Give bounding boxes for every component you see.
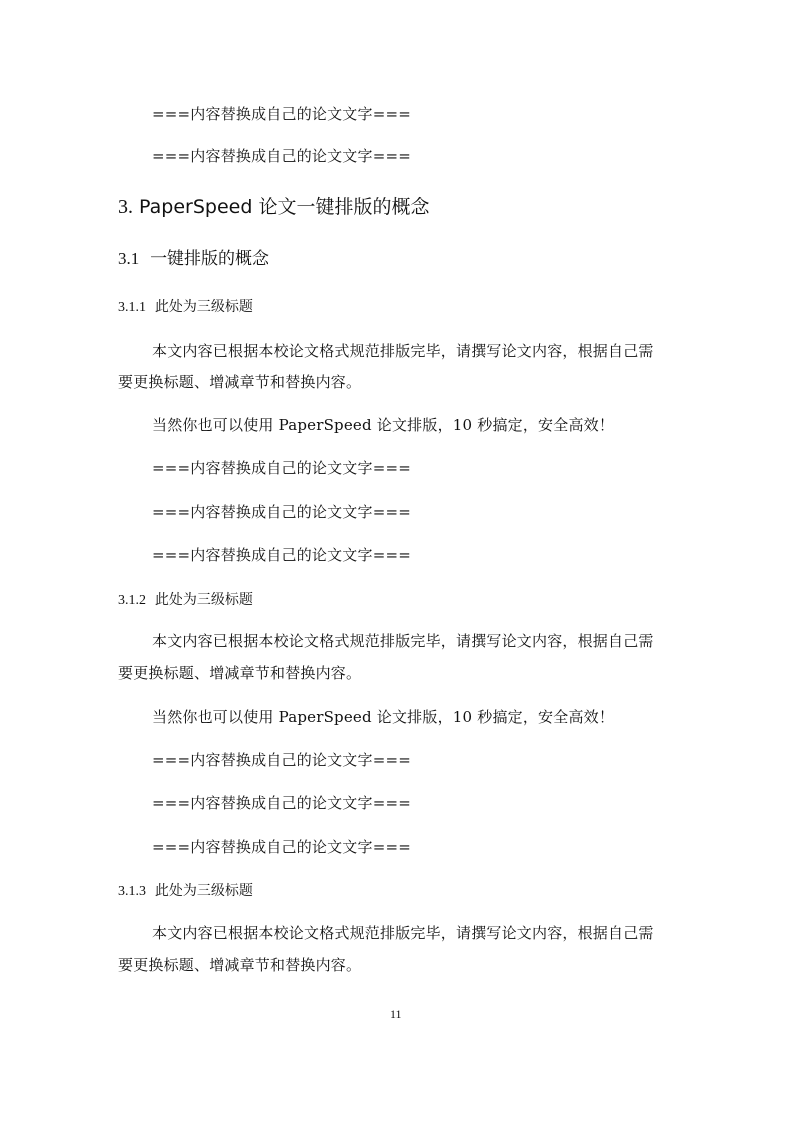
heading-number: 3.1 [118,249,140,268]
placeholder-line: ===内容替换成自己的论文文字=== [152,105,412,123]
page-number: 11 [390,1007,402,1021]
heading-text: 此处为三级标题 [154,299,253,315]
heading-text: 一键排版的概念 [150,249,270,269]
section-heading-3-1 [118,250,269,268]
placeholder-line: ===内容替换成自己的论文文字=== [152,751,412,769]
heading-number: 3.1.2 [118,593,146,608]
promo-line: 当然你也可以使用 PaperSpeed 论文排版，10 秒搞定，安全高效！ [152,416,615,434]
placeholder-line: ===内容替换成自己的论文文字=== [152,147,412,165]
placeholder-line: ===内容替换成自己的论文文字=== [152,459,412,477]
subsection-heading-3-1-3 [118,884,253,899]
heading-number: 3.1.3 [118,884,146,899]
section-heading-3 [118,197,429,217]
heading-number: 3. [118,196,133,218]
subsection-heading-3-1-2 [118,593,253,608]
heading-text: PaperSpeed 论文一键排版的概念 [139,196,430,218]
paragraph-line: 本文内容已根据本校论文格式规范排版完毕，请撰写论文内容，根据自己需 [152,342,654,360]
placeholder-line: ===内容替换成自己的论文文字=== [152,794,412,812]
paragraph-line: 要更换标题、增减章节和替换内容。 [118,956,362,974]
heading-text: 此处为三级标题 [154,592,253,608]
paragraph-line: 要更换标题、增减章节和替换内容。 [118,373,362,391]
promo-line: 当然你也可以使用 PaperSpeed 论文排版，10 秒搞定，安全高效！ [152,708,615,726]
placeholder-line: ===内容替换成自己的论文文字=== [152,546,412,564]
paragraph-line: 本文内容已根据本校论文格式规范排版完毕，请撰写论文内容，根据自己需 [152,924,654,942]
heading-number: 3.1.1 [118,300,146,315]
placeholder-line: ===内容替换成自己的论文文字=== [152,503,412,521]
heading-text: 此处为三级标题 [154,883,253,899]
placeholder-line: ===内容替换成自己的论文文字=== [152,838,412,856]
subsection-heading-3-1-1 [118,300,253,315]
paragraph-line: 要更换标题、增减章节和替换内容。 [118,664,362,682]
paragraph-line: 本文内容已根据本校论文格式规范排版完毕，请撰写论文内容，根据自己需 [152,632,654,650]
